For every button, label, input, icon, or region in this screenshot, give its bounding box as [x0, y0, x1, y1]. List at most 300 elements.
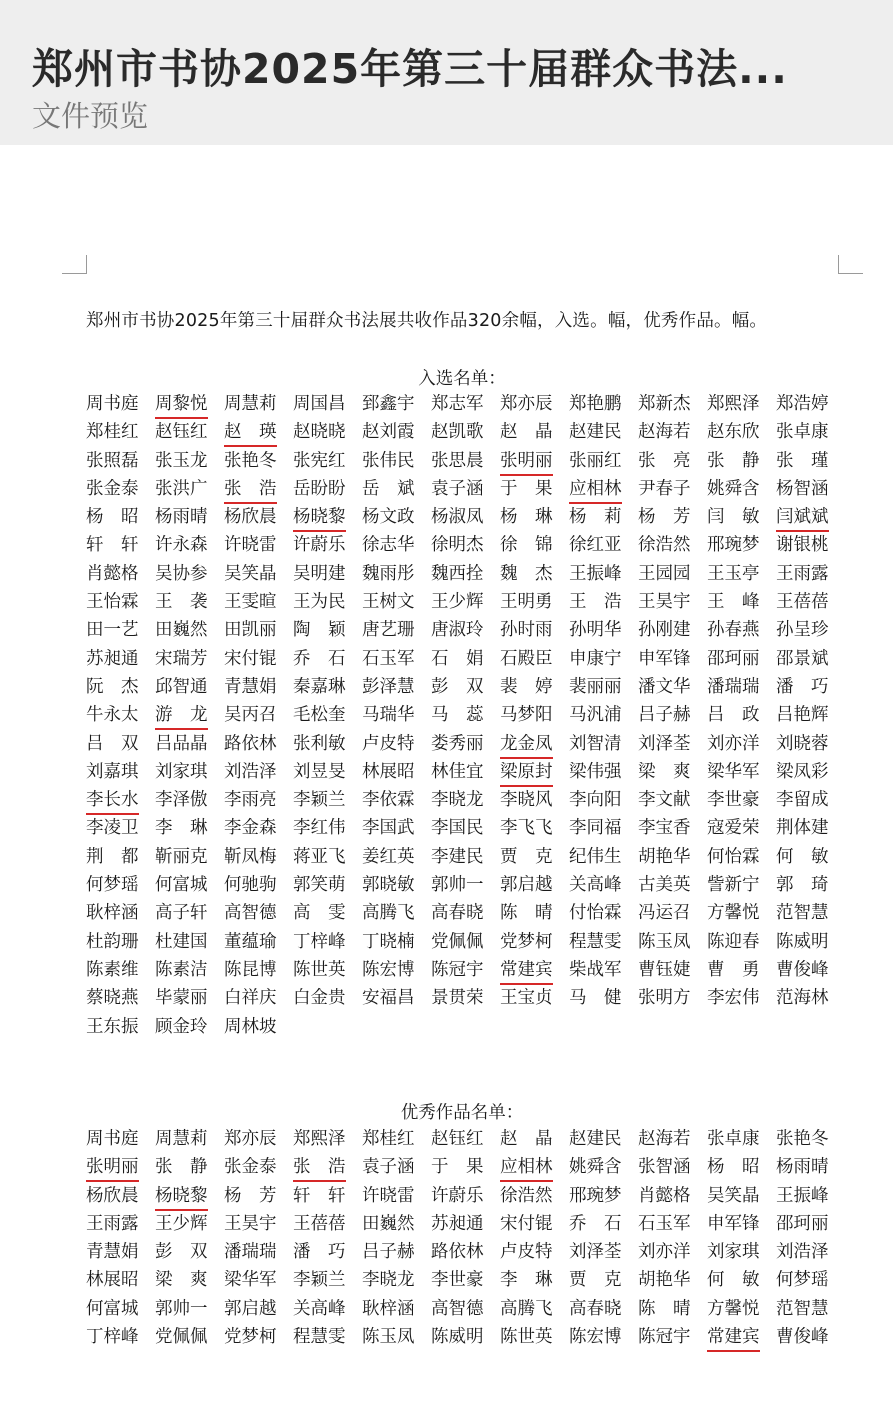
name-text: 张明丽 [500, 451, 553, 476]
name-text: 郑艳鹏 [569, 394, 622, 414]
name-entry [84, 1266, 153, 1294]
name-entry [498, 1182, 567, 1210]
name-entry [636, 447, 705, 475]
name-text: 于 果 [431, 1157, 484, 1178]
name-text: 张卓康 [707, 1129, 760, 1149]
name-entry [498, 899, 567, 927]
name-text: 高智德 [224, 903, 277, 924]
name-entry [360, 1182, 429, 1210]
name-text: 应相林 [500, 1157, 553, 1182]
name-text: 石 娟 [431, 648, 484, 669]
name-text: 宋付锟 [500, 1213, 553, 1234]
name-entry [153, 758, 222, 786]
name-entry [291, 1266, 360, 1294]
name-entry [636, 928, 705, 956]
name-text: 袁子涵 [362, 1157, 415, 1178]
name-text: 陈玉凤 [362, 1327, 415, 1348]
name-text: 陈冠宇 [638, 1327, 691, 1348]
name-entry [84, 645, 153, 673]
name-entry [429, 1210, 498, 1238]
name-text: 关高峰 [569, 875, 622, 896]
name-entry [291, 786, 360, 814]
name-text: 李飞飞 [500, 818, 553, 839]
name-text: 王宝贞 [500, 988, 553, 1009]
name-text: 吕子赫 [638, 705, 691, 726]
name-entry [291, 1125, 360, 1153]
name-text: 唐艺珊 [362, 620, 415, 641]
name-text: 杨欣晨 [86, 1185, 139, 1206]
name-entry [567, 390, 636, 418]
name-entry [498, 1125, 567, 1153]
name-entry [636, 758, 705, 786]
name-text: 王园园 [638, 563, 691, 584]
name-entry [222, 673, 291, 701]
name-entry [360, 899, 429, 927]
name-entry [774, 786, 843, 814]
name-text: 李晓龙 [362, 1270, 415, 1291]
name-text: 彭 双 [155, 1242, 208, 1263]
highlighted-name-entry [498, 447, 567, 475]
name-entry [153, 786, 222, 814]
name-entry [84, 1295, 153, 1323]
name-text: 刘浩泽 [776, 1242, 829, 1263]
name-text: 李泽傲 [155, 790, 208, 811]
name-text: 林展昭 [362, 761, 415, 782]
name-text: 邵珂丽 [776, 1213, 829, 1234]
name-text: 梁伟强 [569, 761, 622, 782]
name-entry [84, 984, 153, 1012]
name-text: 申军锋 [638, 648, 691, 669]
name-text: 陈昆博 [224, 959, 277, 980]
name-text: 寇爱荣 [707, 818, 760, 839]
name-text: 杜韵珊 [86, 931, 139, 952]
name-text: 李 琳 [155, 818, 208, 839]
name-entry [291, 871, 360, 899]
name-text: 闫 敏 [707, 507, 760, 528]
name-text: 王少辉 [155, 1213, 208, 1234]
name-text: 何富城 [86, 1298, 139, 1319]
name-entry [153, 956, 222, 984]
name-entry [498, 503, 567, 531]
name-text: 郑桂红 [86, 422, 139, 443]
name-text: 许蔚乐 [293, 535, 346, 556]
name-text: 何梦瑶 [776, 1270, 829, 1291]
name-entry [705, 1210, 774, 1238]
name-text: 游 龙 [155, 705, 208, 730]
name-entry [498, 984, 567, 1012]
name-text: 邵景斌 [776, 648, 829, 669]
name-entry [291, 899, 360, 927]
name-entry [636, 871, 705, 899]
name-text: 何富城 [155, 875, 208, 896]
name-text: 刘泽荃 [638, 733, 691, 754]
name-entry [84, 588, 153, 616]
name-entry [222, 1295, 291, 1323]
name-text: 陈世英 [500, 1327, 553, 1348]
name-text: 郭帅一 [431, 875, 484, 896]
name-text: 袁子涵 [431, 478, 484, 499]
name-entry [222, 616, 291, 644]
name-entry [774, 1210, 843, 1238]
name-entry [774, 1238, 843, 1266]
name-text: 王昊宇 [638, 592, 691, 613]
name-text: 何 敏 [776, 846, 829, 867]
name-entry [774, 475, 843, 503]
name-entry [705, 1125, 774, 1153]
name-entry [153, 871, 222, 899]
name-text: 王雨露 [776, 563, 829, 584]
name-entry [705, 899, 774, 927]
name-entry [498, 871, 567, 899]
name-text: 丁梓峰 [293, 931, 346, 952]
name-entry [705, 701, 774, 729]
name-text: 曹 勇 [707, 959, 760, 980]
name-text: 许晓雷 [224, 535, 277, 556]
name-text: 张金泰 [86, 478, 139, 499]
name-text: 于 果 [500, 478, 553, 499]
name-entry [153, 1153, 222, 1181]
name-text: 王 袭 [155, 592, 208, 613]
name-text: 王蓓蓓 [776, 592, 829, 613]
name-text: 李建民 [431, 846, 484, 867]
name-text: 谢银桃 [776, 535, 829, 556]
name-text: 徐浩然 [500, 1185, 553, 1206]
name-entry [222, 645, 291, 673]
name-entry [153, 475, 222, 503]
name-entry [429, 843, 498, 871]
name-text: 田一艺 [86, 620, 139, 641]
name-entry [153, 616, 222, 644]
name-text: 梁华军 [707, 761, 760, 782]
name-entry [153, 1323, 222, 1351]
name-entry [429, 871, 498, 899]
name-entry [360, 928, 429, 956]
name-entry [498, 1323, 567, 1351]
name-text: 张 亮 [638, 450, 691, 471]
name-text: 裴丽丽 [569, 676, 622, 697]
name-text: 李雨亮 [224, 790, 277, 811]
name-entry [222, 1153, 291, 1181]
document-intro-paragraph: 郑州市书协2025年第三十届群众书法展共收作品320余幅，入选。幅，优秀作品。幅。 [86, 311, 768, 331]
name-entry [429, 1238, 498, 1266]
name-entry [222, 984, 291, 1012]
name-entry [291, 814, 360, 842]
name-text: 路依林 [224, 733, 277, 754]
name-text: 牛永太 [86, 705, 139, 726]
name-entry [360, 1210, 429, 1238]
name-text: 魏 杰 [500, 563, 553, 584]
name-text: 张明丽 [86, 1157, 139, 1182]
name-entry [567, 588, 636, 616]
name-text: 张艳冬 [224, 450, 277, 471]
name-entry [291, 560, 360, 588]
name-text: 郑熙泽 [293, 1129, 346, 1149]
name-text: 徐浩然 [638, 535, 691, 556]
name-entry [636, 418, 705, 446]
name-text: 吴笑晶 [707, 1185, 760, 1206]
name-text: 赵海若 [638, 1129, 691, 1149]
name-entry [774, 956, 843, 984]
selected-list-heading: 入选名单： [418, 369, 506, 389]
name-entry [291, 730, 360, 758]
name-entry [567, 645, 636, 673]
name-entry [774, 1295, 843, 1323]
name-text: 何 敏 [707, 1270, 760, 1291]
name-text: 李 琳 [500, 1270, 553, 1291]
name-text: 王 浩 [569, 592, 622, 613]
name-entry [705, 475, 774, 503]
name-text: 郭 琦 [776, 875, 829, 896]
name-text: 梁华军 [224, 1270, 277, 1291]
name-text: 李颖兰 [293, 790, 346, 811]
name-entry [567, 956, 636, 984]
name-text: 申军锋 [707, 1213, 760, 1234]
name-text: 郑浩婷 [776, 394, 829, 414]
name-text: 胡艳华 [638, 846, 691, 867]
name-text: 纪伟生 [569, 846, 622, 867]
name-entry [84, 730, 153, 758]
name-text: 姚舜含 [569, 1157, 622, 1178]
name-entry [705, 390, 774, 418]
name-text: 石玉军 [638, 1213, 691, 1234]
name-entry [84, 503, 153, 531]
name-text: 杨 莉 [569, 507, 622, 528]
name-text: 高春晓 [569, 1298, 622, 1319]
name-text: 吕子赫 [362, 1242, 415, 1263]
name-text: 李留成 [776, 790, 829, 811]
name-entry [774, 588, 843, 616]
name-entry [360, 1238, 429, 1266]
name-entry [360, 531, 429, 559]
name-text: 张玉龙 [155, 450, 208, 471]
name-text: 徐红亚 [569, 535, 622, 556]
excellent-names-list [84, 1125, 844, 1351]
name-entry [498, 673, 567, 701]
name-entry [774, 730, 843, 758]
name-text: 娄秀丽 [431, 733, 484, 754]
name-entry [705, 928, 774, 956]
name-entry [222, 560, 291, 588]
highlighted-name-entry [705, 1323, 774, 1351]
name-entry [567, 928, 636, 956]
name-entry [84, 701, 153, 729]
name-text: 李宝香 [638, 818, 691, 839]
name-text: 李金森 [224, 818, 277, 839]
name-text: 潘 巧 [776, 676, 829, 697]
name-text: 安福昌 [362, 988, 415, 1009]
name-text: 杨 琳 [500, 507, 553, 528]
name-entry [636, 843, 705, 871]
name-text: 古美英 [638, 875, 691, 896]
name-entry [360, 786, 429, 814]
name-text: 张洪广 [155, 478, 208, 499]
name-entry [705, 871, 774, 899]
name-text: 李国民 [431, 818, 484, 839]
name-entry [774, 871, 843, 899]
name-text: 党佩佩 [155, 1327, 208, 1348]
name-entry [705, 1266, 774, 1294]
name-entry [153, 645, 222, 673]
name-text: 彭泽慧 [362, 676, 415, 697]
name-entry [222, 1182, 291, 1210]
name-entry [360, 673, 429, 701]
name-entry [153, 814, 222, 842]
name-text: 訾新宁 [707, 875, 760, 896]
name-text: 陈素洁 [155, 959, 208, 980]
name-text: 郑志军 [431, 394, 484, 414]
name-text: 周黎悦 [155, 394, 208, 419]
name-text: 吕 政 [707, 705, 760, 726]
name-entry [498, 475, 567, 503]
name-text: 高智德 [431, 1298, 484, 1319]
name-text: 方馨悦 [707, 1298, 760, 1319]
name-text: 刘浩泽 [224, 761, 277, 782]
name-text: 许蔚乐 [431, 1185, 484, 1206]
name-text: 许晓雷 [362, 1185, 415, 1206]
name-text: 张明方 [638, 988, 691, 1009]
name-text: 景贯荣 [431, 988, 484, 1009]
name-entry [360, 390, 429, 418]
name-text: 裴 婷 [500, 676, 553, 697]
name-text: 赵东欣 [707, 422, 760, 443]
name-text: 孙刚建 [638, 620, 691, 641]
name-entry [498, 843, 567, 871]
name-entry [360, 956, 429, 984]
name-text: 耿梓涵 [86, 903, 139, 924]
name-text: 徐 锦 [500, 535, 553, 556]
name-text: 潘瑞瑞 [224, 1242, 277, 1263]
preview-label: 文件预览 [32, 99, 149, 133]
name-entry [360, 984, 429, 1012]
name-text: 王雯暄 [224, 592, 277, 613]
name-entry [429, 928, 498, 956]
document-title: 郑州市书协2025年第三十届群众书法... [32, 45, 788, 93]
name-text: 李文献 [638, 790, 691, 811]
name-entry [84, 1125, 153, 1153]
name-text: 郭启越 [500, 875, 553, 896]
name-entry [84, 928, 153, 956]
name-entry [774, 616, 843, 644]
name-text: 丁梓峰 [86, 1327, 139, 1348]
name-entry [567, 701, 636, 729]
name-text: 潘文华 [638, 676, 691, 697]
name-text: 周书庭 [86, 1129, 139, 1149]
name-entry [84, 673, 153, 701]
name-text: 潘瑞瑞 [707, 676, 760, 697]
name-entry [153, 1125, 222, 1153]
name-text: 梁 爽 [638, 761, 691, 782]
name-entry [636, 1295, 705, 1323]
name-entry [291, 390, 360, 418]
name-text: 许永森 [155, 535, 208, 556]
name-text: 魏西拴 [431, 563, 484, 584]
name-text: 关高峰 [293, 1298, 346, 1319]
name-text: 吕品晶 [155, 733, 208, 754]
name-text: 高腾飞 [362, 903, 415, 924]
name-text: 田凯丽 [224, 620, 277, 641]
name-entry [429, 503, 498, 531]
name-entry [429, 475, 498, 503]
name-text: 石殿臣 [500, 648, 553, 669]
name-text: 陈玉凤 [638, 931, 691, 952]
name-entry [429, 447, 498, 475]
name-entry [360, 814, 429, 842]
name-entry [84, 390, 153, 418]
name-text: 刘智清 [569, 733, 622, 754]
highlighted-name-entry [222, 418, 291, 446]
highlighted-name-entry [153, 390, 222, 418]
name-text: 贾 克 [500, 846, 553, 867]
name-entry [429, 899, 498, 927]
name-text: 苏昶通 [86, 648, 139, 669]
selected-names-list [84, 390, 844, 1041]
name-entry [705, 843, 774, 871]
name-entry [636, 1238, 705, 1266]
name-text: 吴笑晶 [224, 563, 277, 584]
name-entry [153, 1295, 222, 1323]
name-text: 青慧娟 [224, 676, 277, 697]
name-entry [222, 447, 291, 475]
name-text: 靳丽克 [155, 846, 208, 867]
name-entry [705, 758, 774, 786]
name-entry [567, 758, 636, 786]
name-entry [429, 730, 498, 758]
name-text: 吴协参 [155, 563, 208, 584]
name-text: 赵刘霞 [362, 422, 415, 443]
name-text: 秦嘉琳 [293, 676, 346, 697]
name-entry [429, 1266, 498, 1294]
name-entry [498, 560, 567, 588]
name-entry [360, 616, 429, 644]
name-text: 曹俊峰 [776, 1327, 829, 1348]
name-entry [360, 560, 429, 588]
name-entry [705, 673, 774, 701]
name-entry [291, 1323, 360, 1351]
name-text: 林佳宜 [431, 761, 484, 782]
name-text: 王昊宇 [224, 1213, 277, 1234]
name-text: 张 静 [155, 1157, 208, 1178]
name-entry [774, 899, 843, 927]
name-text: 何怡霖 [707, 846, 760, 867]
name-text: 张 瑾 [776, 450, 829, 471]
name-text: 周书庭 [86, 394, 139, 414]
name-text: 常建宾 [707, 1327, 760, 1352]
name-entry [84, 475, 153, 503]
name-entry [153, 503, 222, 531]
name-entry [222, 1238, 291, 1266]
name-text: 孙明华 [569, 620, 622, 641]
name-text: 梁原封 [500, 762, 553, 787]
name-entry [222, 843, 291, 871]
name-entry [774, 447, 843, 475]
name-entry [429, 1295, 498, 1323]
name-entry [84, 1182, 153, 1210]
name-text: 白祥庆 [224, 988, 277, 1009]
name-text: 张丽红 [569, 450, 622, 471]
name-text: 冯运召 [638, 903, 691, 924]
name-entry [636, 956, 705, 984]
name-entry [84, 1238, 153, 1266]
highlighted-name-entry [498, 1153, 567, 1181]
name-text: 陈 晴 [638, 1298, 691, 1319]
name-entry [498, 814, 567, 842]
name-entry [636, 616, 705, 644]
name-entry [360, 843, 429, 871]
name-entry [498, 1266, 567, 1294]
name-text: 赵 晶 [500, 1129, 553, 1149]
name-entry [360, 1295, 429, 1323]
name-text: 李宏伟 [707, 988, 760, 1009]
